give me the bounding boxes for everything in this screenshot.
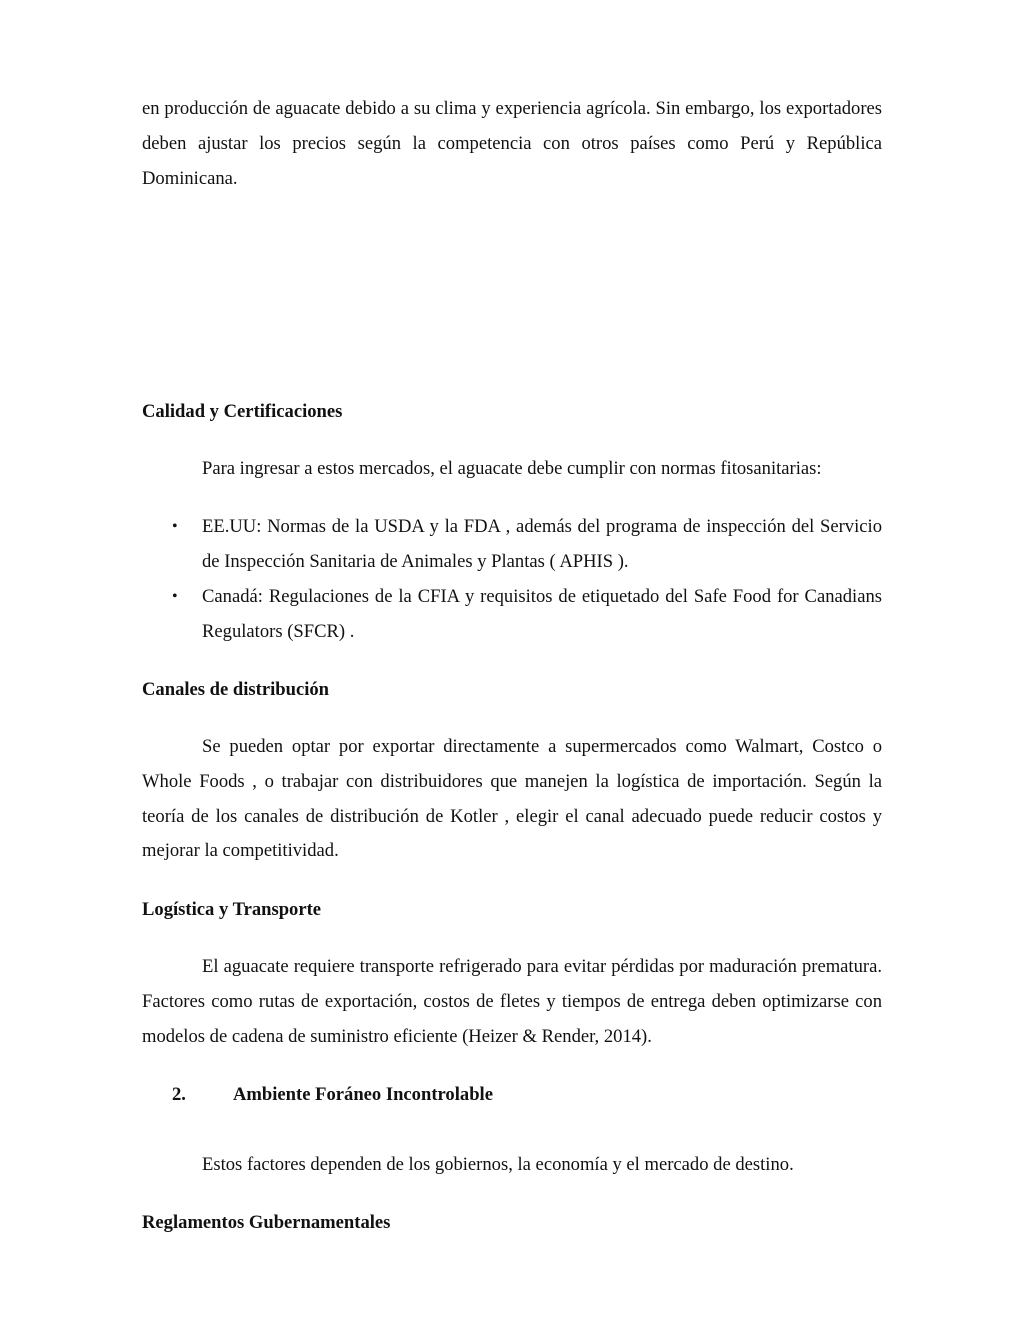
section-number: 2. xyxy=(172,1084,186,1105)
document-page xyxy=(142,0,882,1325)
calidad-intro: Para ingresar a estos mercados, el aguacate debe cumplir con normas fitosanitarias: xyxy=(202,458,822,479)
heading-ambiente: Ambiente Foráneo Incontrolable xyxy=(233,1084,493,1105)
canales-body: Se pueden optar por exportar directamente a supermercados como Walmart, Costco o Whole Foods , o trabajar con distribuidores que manejen la logística de importación. Según la teoría de los canales de distribución de Kotler , elegir el canal adecuado puede reducir costos y mejorar la competitividad. xyxy=(142,736,882,862)
bullet-text-eeuu: EE.UU: Normas de la USDA y la FDA , además del programa de inspección del Servicio de Inspección Sanitaria de Animales y Plantas ( APHIS ). xyxy=(202,516,882,572)
heading-calidad: Calidad y Certificaciones xyxy=(142,401,343,422)
bullet-icon: • xyxy=(172,518,178,535)
bullet-text-canada: Canadá: Regulaciones de la CFIA y requisitos de etiquetado del Safe Food for Canadians Regulators (SFCR) . xyxy=(202,586,882,642)
heading-canales: Canales de distribución xyxy=(142,679,329,700)
heading-logistica: Logística y Transporte xyxy=(142,899,322,920)
logistica-body: El aguacate requiere transporte refrigerado para evitar pérdidas por maduración prematura. Factores como rutas de exportación, costos de fletes y tiempos de entrega deben optimizarse con modelos de cadena de suministro eficiente (Heizer & Render, 2014). xyxy=(142,956,882,1047)
heading-reglamentos: Reglamentos Gubernamentales xyxy=(142,1212,391,1233)
intro-paragraph: en producción de aguacate debido a su clima y experiencia agrícola. Sin embargo, los exportadores deben ajustar los precios según la competencia con otros países como Perú y República Dominicana. xyxy=(142,98,882,189)
bullet-icon: • xyxy=(172,588,178,605)
ambiente-body: Estos factores dependen de los gobiernos, la economía y el mercado de destino. xyxy=(202,1154,794,1175)
